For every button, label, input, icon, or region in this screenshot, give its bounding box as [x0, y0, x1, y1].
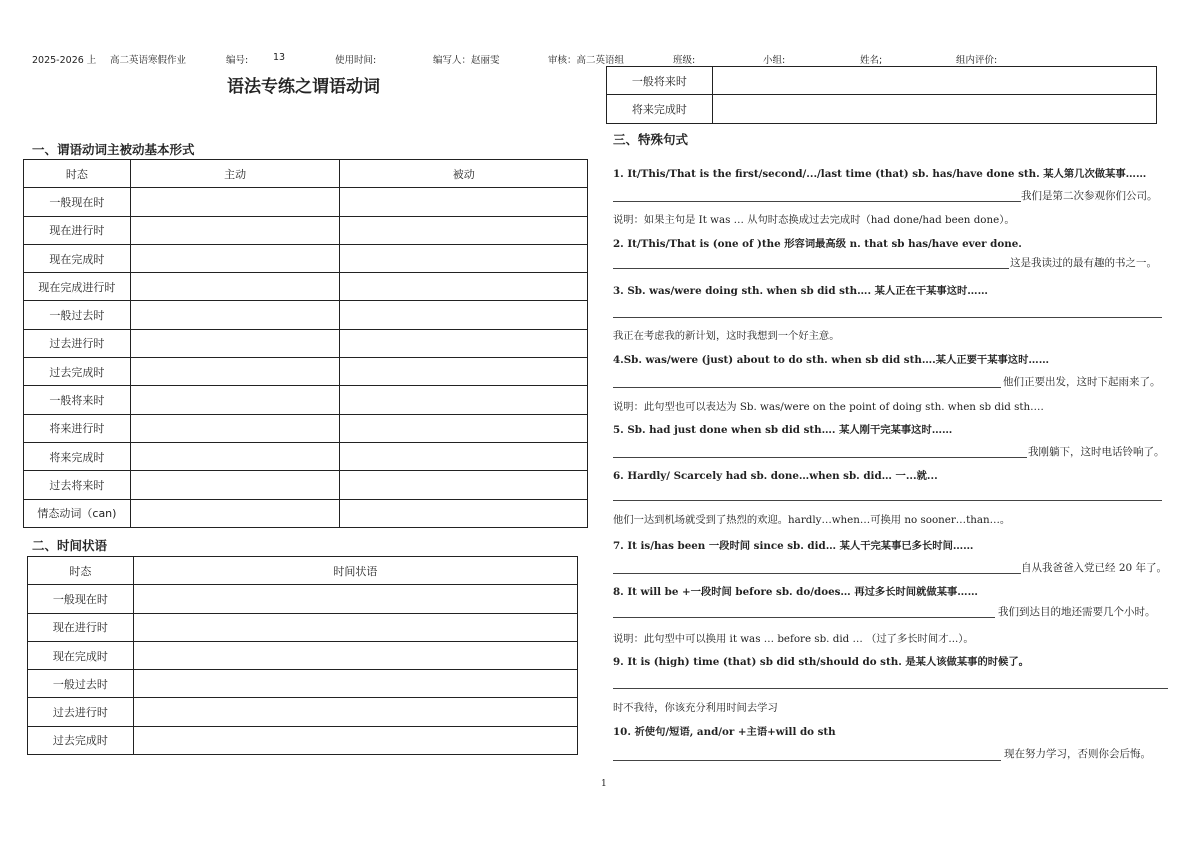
adverbial-cell[interactable]	[133, 641, 577, 669]
pattern-8: 8. It will be +一段时间 before sb. do/does… 再过多长时间就做某事……	[613, 586, 978, 598]
tense-cell: 将来完成时	[607, 95, 713, 123]
translation-5: 我刚躺下，这时电话铃响了。	[1028, 446, 1165, 458]
number-label: 编号:	[226, 55, 249, 66]
col-active: 主动	[130, 160, 340, 188]
tense-cell: 一般过去时	[28, 670, 134, 698]
passive-cell[interactable]	[340, 244, 588, 272]
active-cell[interactable]	[130, 329, 340, 357]
table-row	[607, 95, 1157, 123]
table-row	[24, 358, 588, 386]
adverbial-cell[interactable]	[133, 670, 577, 698]
voice-forms-table	[23, 159, 588, 528]
note-6: 他们一达到机场就受到了热烈的欢迎。hardly…when…可换用 no sooner…than…。	[613, 514, 1011, 526]
section1-heading: 一、谓语动词主被动基本形式	[32, 142, 195, 157]
col-tense: 时态	[28, 557, 134, 585]
col-passive: 被动	[340, 160, 588, 188]
adverbial-cell[interactable]	[712, 95, 1156, 123]
passive-cell[interactable]	[340, 329, 588, 357]
active-cell[interactable]	[130, 216, 340, 244]
active-cell[interactable]	[130, 414, 340, 442]
tense-cell: 过去进行时	[28, 698, 134, 726]
tense-cell: 一般现在时	[24, 188, 131, 216]
tense-cell: 现在完成进行时	[24, 273, 131, 301]
passive-cell[interactable]	[340, 414, 588, 442]
tense-cell: 将来完成时	[24, 442, 131, 470]
section3-heading: 三、特殊句式	[613, 132, 689, 147]
table-row	[24, 244, 588, 272]
active-cell[interactable]	[130, 188, 340, 216]
table-row	[24, 216, 588, 244]
passive-cell[interactable]	[340, 216, 588, 244]
author: 编写人：赵丽雯	[433, 55, 500, 66]
table-row	[24, 414, 588, 442]
section2-heading: 二、时间状语	[32, 538, 108, 553]
table-row	[24, 188, 588, 216]
table-row	[24, 499, 588, 527]
table-row	[24, 471, 588, 499]
time-adverbial-table	[27, 556, 578, 755]
adverbial-cell[interactable]	[133, 726, 577, 754]
pattern-4: 4.Sb. was/were (just) about to do sth. when sb did sth….某人正要干某事这时……	[613, 354, 1049, 366]
active-cell[interactable]	[130, 442, 340, 470]
note-8: 说明：此句型中可以换用 it was … before sb. did … （过了多长时间才...）。	[613, 633, 974, 645]
translation-8: 我们到达目的地还需要几个小时。	[998, 606, 1156, 618]
note-9: 时不我待，你该充分利用时间去学习	[613, 702, 778, 714]
group-label: 小组:	[763, 55, 786, 66]
use-time-label: 使用时间:	[335, 55, 377, 66]
number-value: 13	[273, 52, 286, 63]
tense-cell: 现在进行时	[28, 613, 134, 641]
table-row	[28, 613, 578, 641]
table-row	[24, 301, 588, 329]
adverbial-cell[interactable]	[133, 585, 577, 613]
active-cell[interactable]	[130, 273, 340, 301]
active-cell[interactable]	[130, 499, 340, 527]
translation-1: 我们是第二次参观你们公司。	[1021, 190, 1158, 202]
tense-cell: 一般现在时	[28, 585, 134, 613]
class-label: 班级:	[673, 55, 696, 66]
name-label: 姓名;	[860, 55, 883, 66]
eval-label: 组内评价:	[956, 55, 998, 66]
answer-line-2[interactable]	[613, 268, 1009, 269]
passive-cell[interactable]	[340, 188, 588, 216]
pattern-6: 6. Hardly/ Scarcely had sb. done…when sb. did… 一...就...	[613, 470, 938, 482]
pattern-3: 3. Sb. was/were doing sth. when sb did sth…. 某人正在干某事这时……	[613, 285, 988, 297]
page-title: 语法专练之谓语动词	[227, 77, 380, 97]
tense-cell: 过去完成时	[24, 358, 131, 386]
reviewer: 审核：高二英语组	[548, 55, 625, 66]
passive-cell[interactable]	[340, 386, 588, 414]
passive-cell[interactable]	[340, 273, 588, 301]
answer-line-7[interactable]	[613, 573, 1021, 574]
year-term: 2025-2026 上	[32, 55, 97, 66]
pattern-7: 7. It is/has been 一段时间 since sb. did… 某人干完某事已多长时间……	[613, 540, 974, 552]
answer-line-8[interactable]	[613, 617, 995, 618]
active-cell[interactable]	[130, 244, 340, 272]
pattern-9: 9. It is (high) time (that) sb did sth/should do sth. 是某人该做某事的时候了。	[613, 656, 1029, 668]
active-cell[interactable]	[130, 358, 340, 386]
tense-cell: 过去将来时	[24, 471, 131, 499]
answer-line-3[interactable]	[613, 317, 1162, 318]
adverbial-cell[interactable]	[133, 698, 577, 726]
table-row	[24, 273, 588, 301]
pattern-5: 5. Sb. had just done when sb did sth…. 某人刚干完某事这时……	[613, 424, 953, 436]
answer-line-6[interactable]	[613, 500, 1162, 501]
passive-cell[interactable]	[340, 471, 588, 499]
note-3: 我正在考虑我的新计划，这时我想到一个好主意。	[613, 330, 840, 342]
answer-line-5[interactable]	[613, 457, 1027, 458]
translation-7: 自从我爸爸入党已经 20 年了。	[1021, 562, 1168, 574]
answer-line-9[interactable]	[613, 688, 1168, 689]
translation-10: 现在努力学习，否则你会后悔。	[1004, 748, 1151, 760]
passive-cell[interactable]	[340, 301, 588, 329]
col-adverbial: 时间状语	[133, 557, 577, 585]
active-cell[interactable]	[130, 386, 340, 414]
table-row	[24, 442, 588, 470]
pattern-2: 2. It/This/That is (one of )the 形容词最高级 n. that sb has/have ever done.	[613, 238, 1022, 250]
tense-cell: 一般将来时	[607, 67, 713, 95]
table-row	[28, 698, 578, 726]
answer-line-4[interactable]	[613, 387, 1001, 388]
tense-cell: 一般将来时	[24, 386, 131, 414]
table-header-row	[24, 160, 588, 188]
table-row	[24, 386, 588, 414]
passive-cell[interactable]	[340, 499, 588, 527]
note-1: 说明：如果主句是 It was … 从句时态换成过去完成时（had done/had been done）。	[613, 214, 1015, 226]
table-row	[24, 329, 588, 357]
adverbial-cell[interactable]	[133, 613, 577, 641]
table-row	[28, 585, 578, 613]
tense-cell: 一般过去时	[24, 301, 131, 329]
adverbial-cell[interactable]	[712, 67, 1156, 95]
pattern-10: 10. 祈使句/短语, and/or +主语+will do sth	[613, 726, 836, 738]
tense-cell: 将来进行时	[24, 414, 131, 442]
active-cell[interactable]	[130, 301, 340, 329]
tense-cell: 现在完成时	[28, 641, 134, 669]
table-row	[607, 67, 1157, 95]
active-cell[interactable]	[130, 471, 340, 499]
tense-cell: 情态动词（can)	[24, 499, 131, 527]
translation-2: 这是我读过的最有趣的书之一。	[1010, 257, 1157, 269]
pattern-1: 1. It/This/That is the first/second/.../last time (that) sb. has/have done sth. 某人第几次做某事……	[613, 168, 1147, 180]
translation-4: 他们正要出发，这时下起雨来了。	[1003, 376, 1161, 388]
subject: 高二英语寒假作业	[110, 55, 187, 66]
table-header-row	[28, 557, 578, 585]
col-tense: 时态	[24, 160, 131, 188]
table-row	[28, 641, 578, 669]
tense-cell: 现在进行时	[24, 216, 131, 244]
answer-line-10[interactable]	[613, 760, 1001, 761]
passive-cell[interactable]	[340, 442, 588, 470]
page-number: 1	[601, 779, 607, 789]
passive-cell[interactable]	[340, 358, 588, 386]
tense-cell: 现在完成时	[24, 244, 131, 272]
answer-line-1[interactable]	[613, 201, 1021, 202]
table-row	[28, 670, 578, 698]
tense-cell: 过去进行时	[24, 329, 131, 357]
note-4: 说明：此句型也可以表达为 Sb. was/were on the point of doing sth. when sb did sth….	[613, 401, 1044, 413]
time-adverbial-table-cont	[606, 66, 1157, 124]
table-row	[28, 726, 578, 754]
tense-cell: 过去完成时	[28, 726, 134, 754]
